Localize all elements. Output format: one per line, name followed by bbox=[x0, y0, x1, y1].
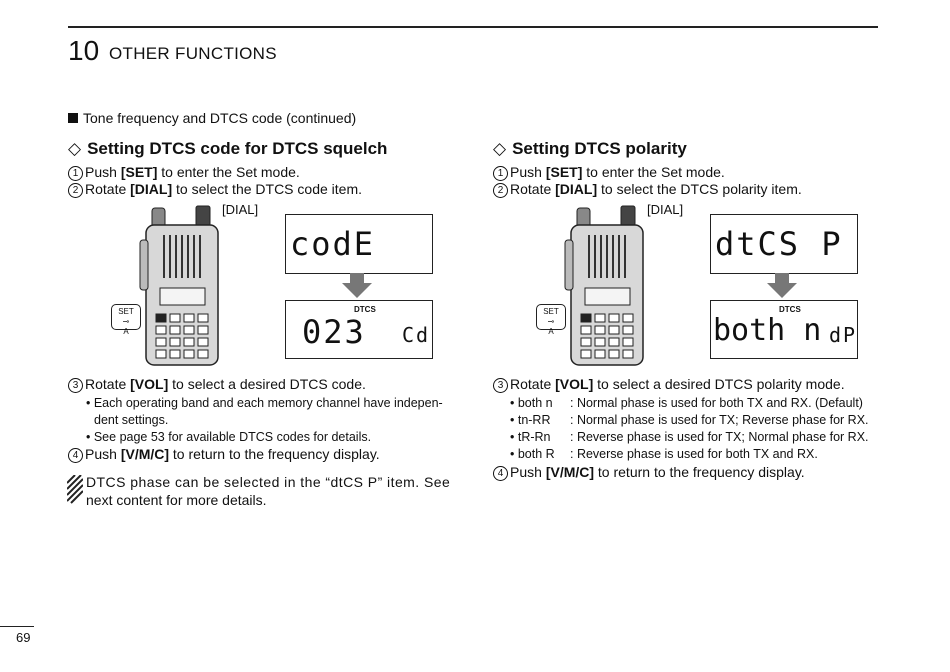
mode-desc: : Reverse phase is used for TX; Normal phase for RX. bbox=[570, 430, 869, 444]
right-step-2: 2 Rotate [DIAL] to select the DTCS polarity item. bbox=[493, 181, 802, 198]
down-arrow-icon bbox=[342, 273, 372, 299]
lcd-bottom-left: DTCS 023 Cd bbox=[285, 300, 433, 359]
right-step-3: 3 Rotate [VOL] to select a desired DTCS polarity mode. bbox=[493, 376, 845, 393]
left-bullet-1b: dent settings. bbox=[94, 413, 169, 427]
mode-name: • tR-Rn bbox=[510, 430, 551, 444]
right-step-4: 4 Push [V/M/C] to return to the frequency display. bbox=[493, 464, 805, 481]
chapter-title: OTHER FUNCTIONS bbox=[109, 44, 277, 63]
dial-label-left: [DIAL] bbox=[222, 202, 259, 217]
footer-rule bbox=[0, 626, 34, 627]
page-number: 69 bbox=[16, 630, 31, 645]
down-arrow-icon bbox=[767, 273, 797, 299]
square-bullet-icon bbox=[68, 113, 78, 123]
set-key-icon-right: SET ⊸ A bbox=[536, 304, 566, 330]
left-step-1: 1 Push [SET] to enter the Set mode. bbox=[68, 164, 300, 181]
diamond-icon: ◇ bbox=[68, 139, 82, 158]
mode-name: • tn-RR bbox=[510, 413, 551, 427]
lcd-bottom-right: DTCS both n dP bbox=[710, 300, 858, 359]
lcd-top-left: codE bbox=[285, 214, 433, 274]
note-icon bbox=[67, 475, 83, 505]
diamond-icon: ◇ bbox=[493, 139, 507, 158]
left-bullet-2: • See page 53 for available DTCS codes for details. bbox=[86, 430, 372, 444]
header-rule bbox=[68, 26, 878, 28]
right-section-title: ◇ Setting DTCS polarity bbox=[493, 139, 687, 158]
set-key-icon-left: SET ⊸ A bbox=[111, 304, 141, 330]
mode-name: • both R bbox=[510, 447, 555, 461]
left-step-3: 3 Rotate [VOL] to select a desired DTCS code. bbox=[68, 376, 366, 393]
section-subhead: Tone frequency and DTCS code (continued) bbox=[68, 110, 356, 126]
radio-illustration-right bbox=[533, 200, 653, 368]
mode-name: • both n bbox=[510, 396, 553, 410]
dial-label-right: [DIAL] bbox=[647, 202, 684, 217]
left-section-title: ◇ Setting DTCS code for DTCS squelch bbox=[68, 139, 388, 158]
left-bullet-1a: • Each operating band and each memory channel have indepen- bbox=[86, 396, 443, 410]
mode-desc: : Reverse phase is used for both TX and RX. bbox=[570, 447, 818, 461]
note: DTCS phase can be selected in the “dtCS P” item. See next content for more details. bbox=[86, 474, 451, 508]
chapter-number: 10 bbox=[68, 35, 100, 66]
mode-desc: : Normal phase is used for TX; Reverse phase for RX. bbox=[570, 413, 869, 427]
left-step-2: 2 Rotate [DIAL] to select the DTCS code item. bbox=[68, 181, 362, 198]
left-step-4: 4 Push [V/M/C] to return to the frequency display. bbox=[68, 446, 380, 463]
lcd-top-right: dtCS P bbox=[710, 214, 858, 274]
radio-illustration-left bbox=[108, 200, 228, 368]
mode-desc: : Normal phase is used for both TX and RX. (Default) bbox=[570, 396, 863, 410]
right-step-1: 1 Push [SET] to enter the Set mode. bbox=[493, 164, 725, 181]
